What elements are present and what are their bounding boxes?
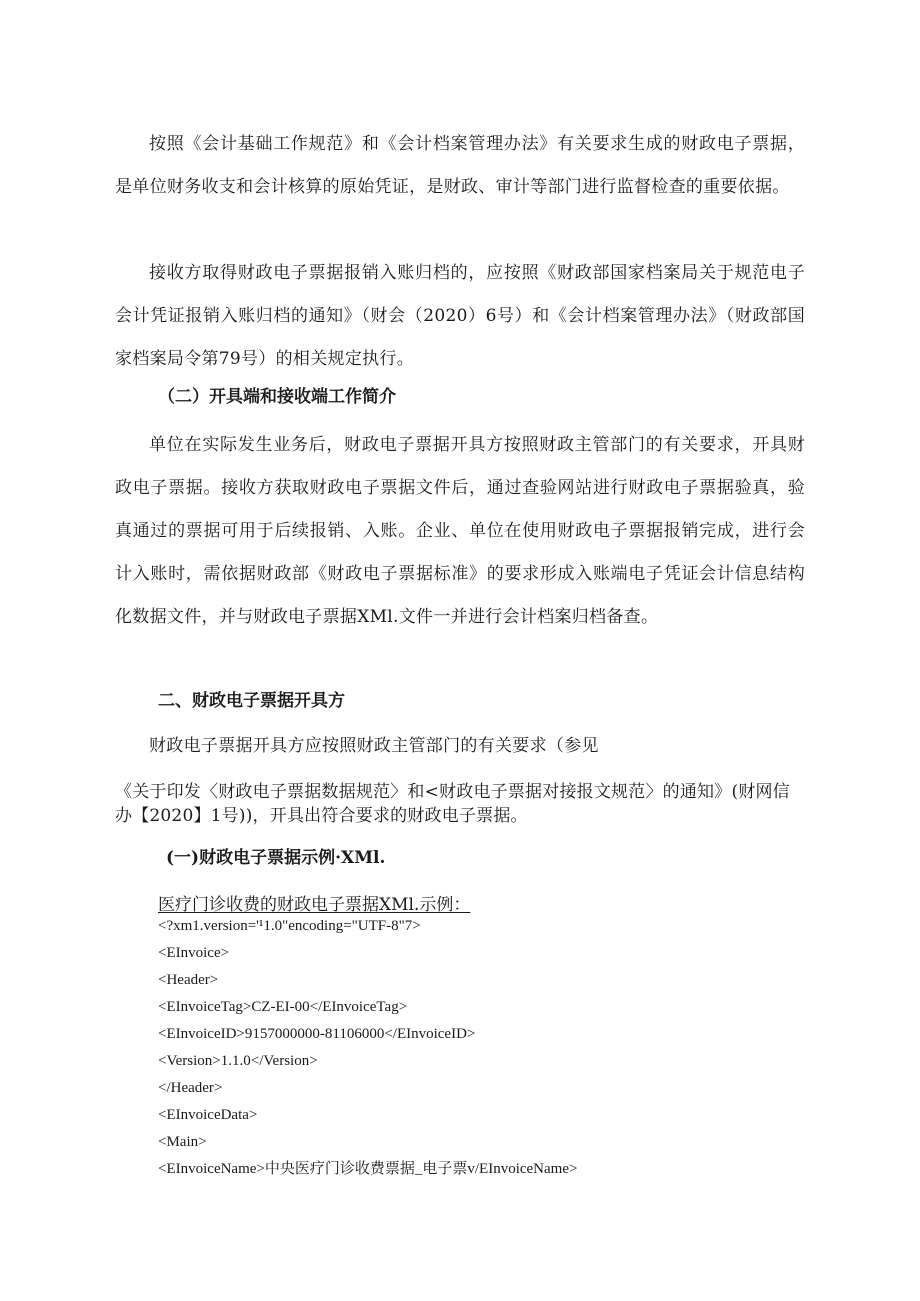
example-title: 医疗门诊收费的财政电子票据XMl.示例： [158, 895, 471, 915]
xml-line: <Header> [158, 972, 219, 988]
xml-line: <Main> [158, 1134, 207, 1150]
paragraph-original-voucher: 按照《会计基础工作规范》和《会计档案管理办法》有关要求生成的财政电子票据，是单位财务收支和会计核算的原始凭证，是财政、审计等部门进行监督检查的重要依据。 [115, 134, 805, 197]
xml-line: </Header> [158, 1080, 223, 1096]
heading-issuer-section: 二、财政电子票据开具方 [158, 691, 345, 711]
xml-line: <EInvoice> [158, 945, 230, 961]
xml-line: <EInvoiceName>中央医疗门诊收费票据_电子票v/EInvoiceName> [158, 1161, 578, 1177]
xml-line: <EInvoiceData> [158, 1107, 258, 1123]
xml-line: <Version>1.1.0</Version> [158, 1053, 318, 1069]
xml-line: <?xm1.version='¹1.0"encoding="UTF-8"7> [158, 918, 421, 934]
xml-line: <EInvoiceTag>CZ-EI-00</EInvoiceTag> [158, 999, 408, 1015]
paragraph-issuer-requirement: 财政电子票据开具方应按照财政主管部门的有关要求（参见 [149, 736, 599, 756]
paragraph-notice-reference: 《关于印发〈财政电子票据数据规范〉和<财政电子票据对接报文规范〉的通知》(财网信办【2020】1号))，开具出符合要求的财政电子票据。 [115, 782, 790, 826]
heading-issuer-receiver-intro: （二）开具端和接收端工作简介 [158, 387, 396, 407]
paragraph-receiver-archiving: 接收方取得财政电子票据报销入账归档的，应按照《财政部国家档案局关于规范电子会计凭证报销入账归档的通知》（财会（2020）6号）和《会计档案管理办法》（财政部国家档案局令第79号）的相关规定执行。 [115, 263, 805, 369]
heading-xml-example: (一)财政电子票据示例·XMl. [166, 848, 386, 868]
xml-line: <EInvoiceID>9157000000-81106000</EInvoiceID> [158, 1026, 476, 1042]
paragraph-workflow: 单位在实际发生业务后，财政电子票据开具方按照财政主管部门的有关要求，开具财政电子票据。接收方获取财政电子票据文件后，通过查验网站进行财政电子票据验真，验真通过的票据可用于后续报销、入账。企业、单位在使用财政电子票据报销完成，进行会计入账时，需依据财政部《财政电子票据标准》的要求形成入账端电子凭证会计信息结构化数据文件，并与财政电子票据XMl.文件一并进行会计档案归档备查。 [115, 435, 805, 627]
